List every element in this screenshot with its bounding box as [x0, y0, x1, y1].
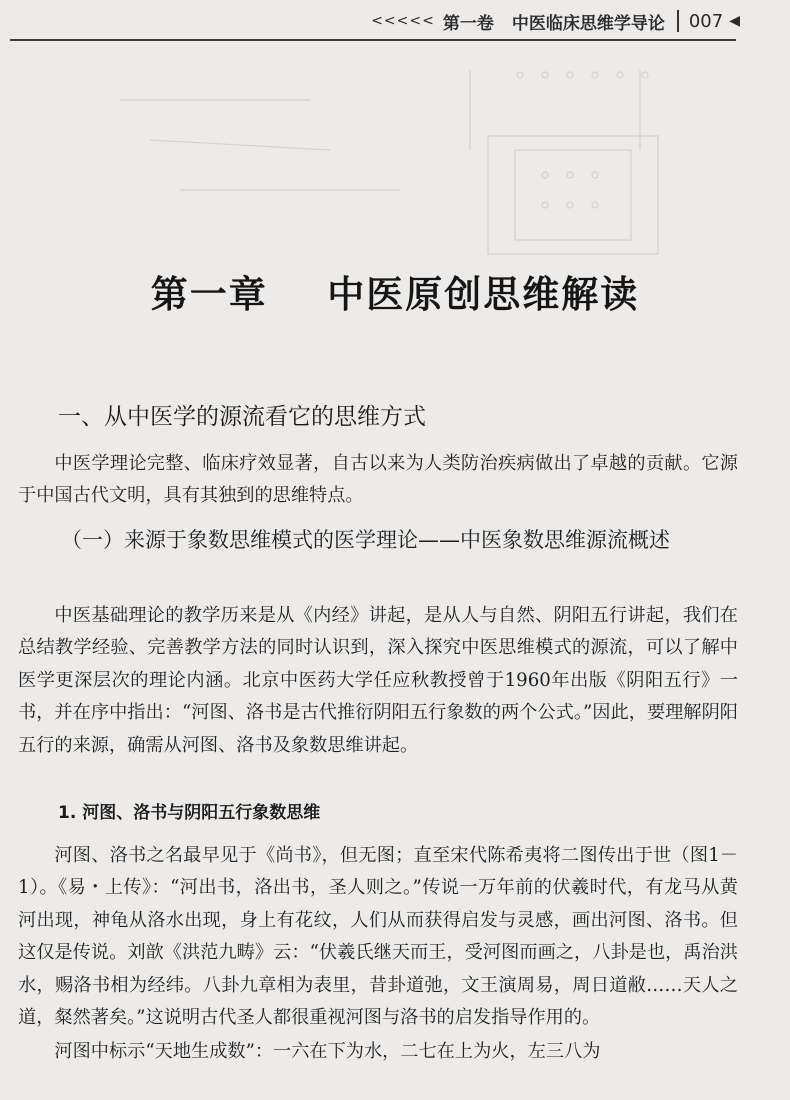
section-heading: 一、从中医学的源流看它的思维方式 — [58, 404, 426, 430]
body-paragraph-3: 河图、洛书之名最早见于《尚书》，但无图；直至宋代陈希夷将二图传出于世（图1－1）。《易・上传》：“河出书，洛出书，圣人则之。”传说一万年前的伏羲时代，有龙马从黄河出现，神龟从洛水出现，身上有花纹，人们从而获得启发与灵感，画出河图、洛书。但这仅是传说。刘歆《洪范九畴》云：“伏羲氏继天而王，受河图而画之，八卦是也，禹治洪水，赐洛书相为经纬。八卦九章相为表里，昔卦道弛，文王演周易，周日道敝……天人之道，粲然著矣。”这说明古代圣人都很重视河图与洛书的启发指导作用的。 — [18, 845, 738, 1029]
page-number: 007 — [688, 10, 724, 32]
topic-heading: 1. 河图、洛书与阴阳五行象数思维 — [58, 803, 321, 823]
running-header — [0, 8, 740, 34]
header-rule — [10, 39, 736, 41]
chevron-marks-icon: <<<<< — [371, 13, 435, 29]
body-paragraph-2: 中医基础理论的教学历来是从《内经》讲起，是从人与自然、阴阳五行讲起，我们在总结教学经验、完善教学方法的同时认识到，深入探究中医思维模式的源流，可以了解中医学更深层次的理论内涵。北京中医药大学任应秋教授曾于1960年出版《阴阳五行》一书，并在序中指出：“河图、洛书是古代推衍阴阳五行象数的两个公式。”因此，要理解阴阳五行的来源，确需从河图、洛书及象数思维讲起。 — [18, 605, 738, 756]
chapter-title: 第一章 中医原创思维解读 — [150, 272, 640, 316]
book-title: 中医临床思维学导论 — [511, 13, 665, 34]
header-separator — [677, 10, 679, 32]
body-paragraph-4: 河图中标示“天地生成数”：一六在下为水，二七在上为火，左三八为 — [54, 1041, 601, 1062]
triangle-left-icon: ◀ — [729, 13, 740, 29]
subsection-heading: （一）来源于象数思维模式的医学理论——中医象数思维源流概述 — [61, 528, 670, 552]
volume-label: 第一卷 — [442, 13, 494, 34]
body-paragraph-1: 中医学理论完整、临床疗效显著，自古以来为人类防治疾病做出了卓越的贡献。它源于中国古代文明，具有其独到的思维特点。 — [18, 453, 738, 507]
